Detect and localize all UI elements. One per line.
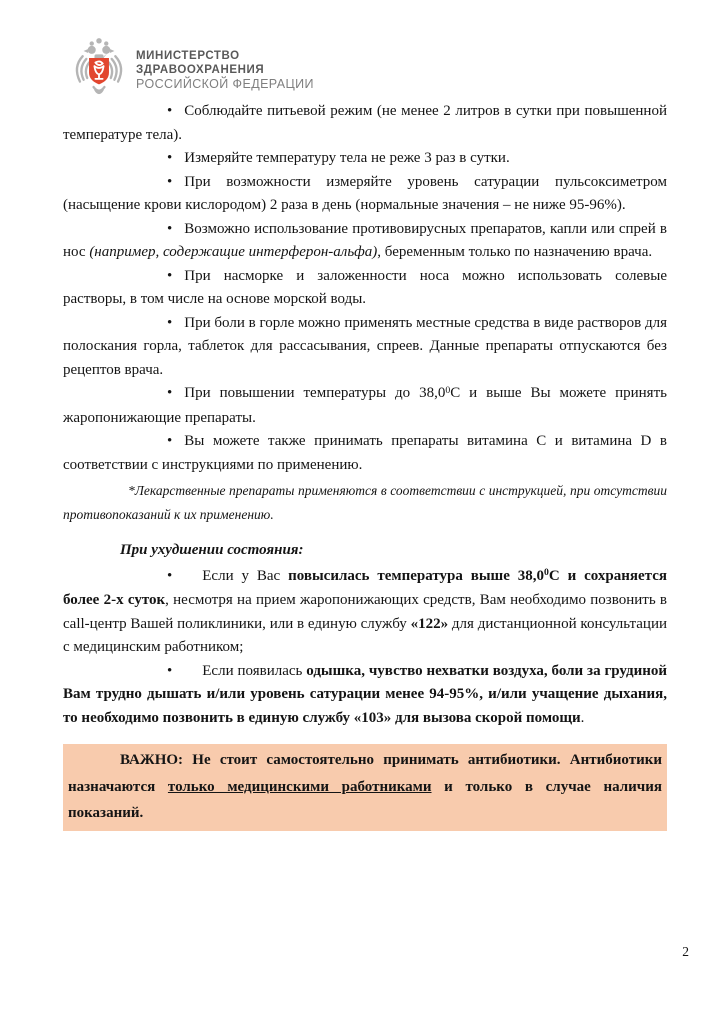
text-segment: Вы можете также принимать препараты витамина С и витамина D в соответствии с инструкциями по применению. [63, 433, 667, 473]
text-segment: Если у Вас [202, 567, 289, 584]
page-number: 2 [682, 944, 689, 959]
document-body [63, 100, 667, 831]
bullet-marker: • [167, 433, 173, 449]
text-segment: и только в случае наличия показаний. [68, 778, 663, 821]
text-segment: Соблюдайте питьевой режим (не менее 2 литров в сутки при повышенной температуре тела). [63, 103, 667, 143]
text-segment: ВАЖНО: Не стоит самостоятельно принимать антибиотики. Антибиотики назначаются [68, 752, 662, 795]
bullet-item [63, 312, 667, 383]
bullet-item [63, 171, 667, 218]
text-segment: (например, содержащие интерферон-альфа) [89, 244, 378, 260]
text-segment: 0 [544, 567, 549, 579]
bullet-item [63, 100, 667, 147]
text-segment: При возможности измеряйте уровень сатурации пульсоксиметром (насыщение крови кислородом) 2 раза в день (нормальные значения – не ниже 95-96%). [63, 173, 667, 213]
bullet-item [63, 430, 667, 477]
bullet-marker: • [167, 267, 173, 284]
recommendations-list [63, 100, 667, 477]
text-segment: , несмотря на прием жаропонижающих средств, Вам необходимо позвонить в call-центр Вашей поликлиники, или в единую службу [63, 592, 667, 632]
important-warning-box [63, 744, 667, 831]
footnote: *Лекарственные препараты применяются в соответствии с инструкцией, при отсутствии противопоказаний к их применению. [63, 483, 667, 522]
bullet-item [63, 660, 667, 731]
bullet-marker: • [167, 567, 173, 584]
logo-line-2: ЗДРАВООХРАНЕНИЯ [136, 64, 265, 77]
text-segment: повысилась температура выше 38,0 [288, 567, 545, 584]
bullet-item [63, 218, 667, 265]
worsening-heading: При ухудшении состояния: [120, 542, 304, 558]
bullet-marker: • [167, 150, 173, 166]
text-segment: При повышении температуры до 38,0 [184, 385, 446, 401]
text-segment: При насморке и заложенности носа можно использовать солевые растворы, в том числе на основе морской воды. [63, 267, 667, 307]
text-segment: Возможно использование противовирусных препаратов, капли или спрей в нос [63, 220, 667, 260]
bullet-marker: • [167, 103, 173, 119]
text-segment: Если появилась [202, 662, 307, 679]
text-segment: С и выше Вы можете принять жаропонижающие препараты. [63, 385, 667, 426]
bullet-item [63, 265, 667, 312]
bullet-marker: • [167, 173, 173, 190]
bullet-item [63, 565, 667, 660]
text-segment: для дистанционной консультации с медицинским работником; [63, 615, 668, 655]
text-segment: При боли в горле можно применять местные средства в виде растворов для полоскания горла, таблеток для рассасывания, спреев. Данные препараты отпускаются без рецептов врача. [63, 314, 667, 378]
text-segment: С и сохраняется более 2-х суток [63, 567, 668, 608]
bullet-marker: • [167, 314, 173, 331]
ministry-logo-text [136, 43, 314, 92]
ministry-logo [70, 36, 314, 100]
text-segment: Измеряйте температуру тела не реже 3 раз в сутки. [184, 150, 510, 166]
bullet-item [63, 147, 667, 171]
text-segment: 0 [445, 384, 451, 396]
logo-line-1: МИНИСТЕРСТВО [136, 50, 240, 63]
bullet-item [63, 382, 667, 430]
text-segment: одышка, чувство нехватки воздуха, боли за грудиной Вам трудно дышать и/или уровень сатурации менее 94-95%, и/или учащение дыхания, то необходимо позвонить в единую службу «103» для вызова скорой помощи [63, 662, 667, 726]
text-segment: . [580, 709, 585, 726]
text-segment: , беременным только по назначению врача. [377, 244, 653, 260]
bullet-marker: • [167, 662, 173, 679]
text-segment: «122» [410, 615, 449, 632]
logo-line-3: РОССИЙСКОЙ ФЕДЕРАЦИИ [136, 77, 314, 92]
bullet-marker: • [167, 385, 173, 401]
text-segment: только медицинскими работниками [167, 778, 432, 795]
worsening-list [63, 565, 667, 731]
ministry-emblem-icon [70, 36, 128, 100]
bullet-marker: • [167, 220, 173, 237]
